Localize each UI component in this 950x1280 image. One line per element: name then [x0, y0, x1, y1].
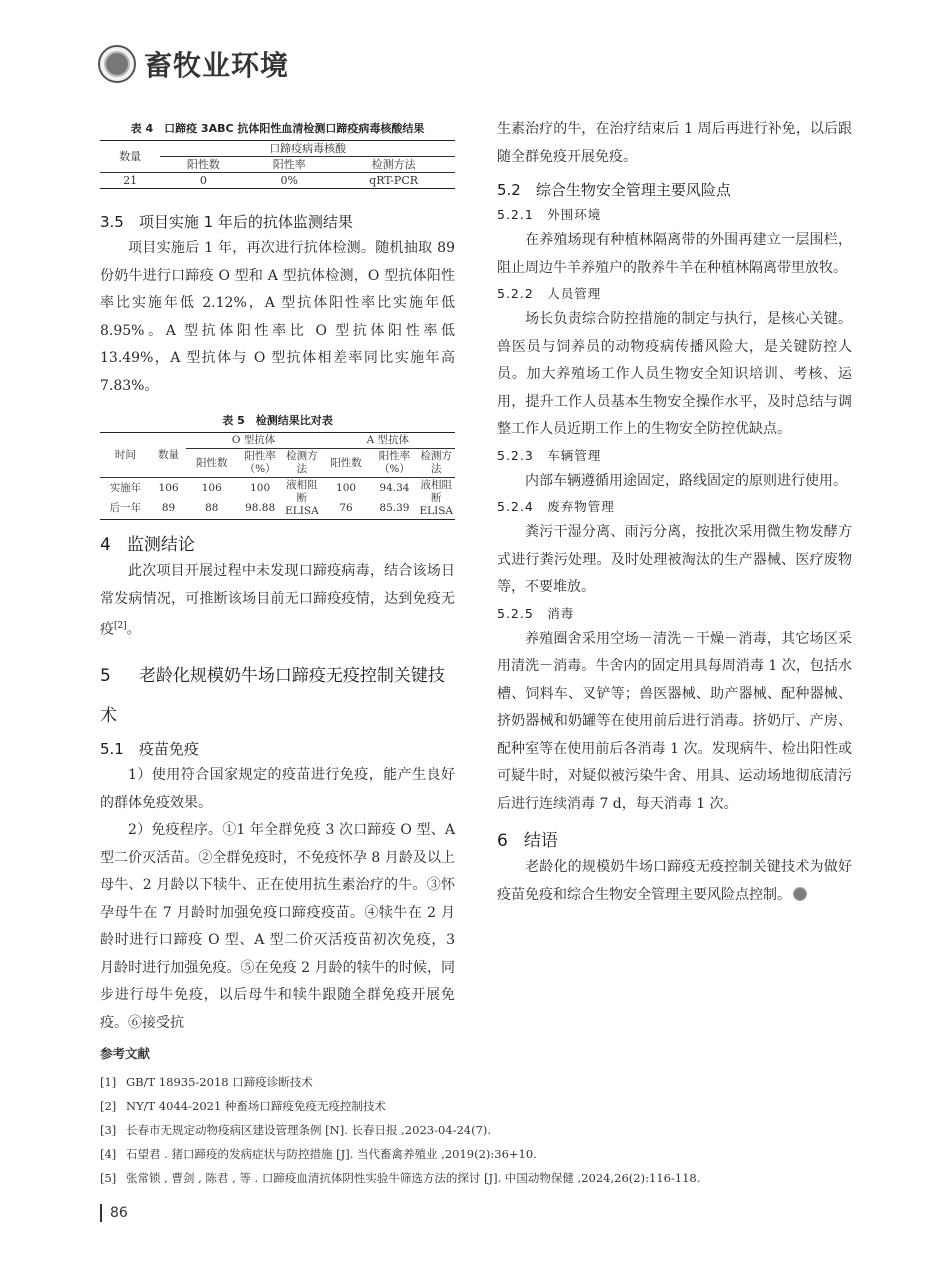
reference-number: [3] — [100, 1123, 117, 1137]
table5-cell-a-method: 液相阻断 ELISA — [419, 479, 453, 517]
section-5-2-3-heading: 5.2.3 车辆管理 — [497, 447, 602, 463]
table5 — [100, 432, 455, 520]
section-5-heading — [100, 656, 455, 736]
table4-cell-rate: 0% — [280, 174, 298, 187]
table5-cell-o-positive: 106 — [201, 481, 222, 494]
table4-col-rate: 阳性率 — [246, 157, 332, 173]
reference-text: 张常锁 , 曹剑 , 陈君 , 等 . 口蹄疫血清抗体阴性实验牛筛选方法的探讨 [J]. 中国动物保健 ,2024,26(2):116-118. — [126, 1171, 701, 1185]
reference-text: GB/T 18935-2018 口蹄疫诊断技术 — [126, 1075, 313, 1089]
table5-cell-a-positive: 76 — [339, 502, 353, 515]
section-5-2-2-heading: 5.2.2 人员管理 — [497, 286, 602, 301]
references — [100, 1044, 860, 1190]
table5-group-o: O 型抗体 — [186, 433, 320, 449]
table5-cell-o-method: 液相阻断 ELISA — [285, 479, 319, 517]
reference-text: 石望君 . 猪口蹄疫的发病症状与防控措施 [J]. 当代畜禽养殖业 ,2019(2):36+10. — [126, 1147, 537, 1161]
section-5-2-5-paragraph: 养殖圈舍采用空场－清洗－干燥－消毒，其它场区采用清洗－消毒。牛舍内的固定用具每周消毒 1 次，包括水槽、饲料车、叉铲等；兽医器械、助产器械、配种器械、挤奶器械和奶罐等在使用前后进行消毒。挤奶厅、产房、配种室等在使用前后各消毒 1 次。发现病牛、检出阳性或可疑牛时，对疑似被污染牛舍、用具、运动场地彻底清污后进行连续消毒 7 d，每天消毒 1 次。 — [497, 630, 852, 812]
section-5-1-heading: 5.1 疫苗免疫 — [100, 740, 199, 759]
continued-paragraph: 生素治疗的牛，在治疗结束后 1 周后再进行补免，以后跟随全群免疫开展免疫。 — [497, 121, 852, 165]
list-item — [100, 1142, 860, 1166]
section-5-2-heading: 5.2 综合生物安全管理主要风险点 — [497, 181, 731, 199]
section-5-2-4-paragraph: 粪污干湿分离、雨污分离，按批次采用微生物发酵方式进行粪污处理。及时处理被淘汰的生产器械、医疗废物等，不要堆放。 — [497, 524, 852, 595]
table4 — [100, 140, 455, 189]
table5-cell-a-rate: 85.39 — [379, 502, 410, 515]
page-number: 86 — [100, 1204, 128, 1222]
table5-col-time: 时间 — [100, 433, 151, 478]
table5-col-count: 数量 — [151, 433, 187, 478]
section-4-heading — [100, 532, 455, 558]
section-6-paragraph — [497, 854, 852, 909]
table5-cell-o-rate: 98.88 — [245, 502, 276, 515]
table5-cell-o-positive: 88 — [205, 502, 219, 515]
reference-text: 长春市无规定动物疫病区建设管理条例 [N]. 长春日报 ,2023-04-24(7). — [126, 1123, 492, 1137]
section-6-title: 结语 — [523, 831, 558, 851]
reference-text: NY/T 4044-2021 种畜场口蹄疫免疫无疫控制技术 — [126, 1099, 386, 1113]
table4-cell-positive: 0 — [199, 174, 207, 187]
table4-cell-method: qRT-PCR — [369, 174, 419, 187]
table5-o-method-header: 检测方法 — [283, 449, 321, 478]
section-5-1-paragraph-2: 2）免疫程序。①1 年全群免疫 3 次口蹄疫 O 型、A 型二价灭活苗。②全群免疫时，不免疫怀孕 8 月龄及以上母牛、2 月龄以下犊牛、正在使用抗生素治疗的牛。③怀孕母牛在 7 月龄时加强免疫口蹄疫疫苗。④犊牛在 2 月龄时进行口蹄疫 O 型、A 型二价灭活疫苗初次免疫，3 月龄时进行加强免疫。⑤在免疫 2 月龄的犊牛的时候，同步进行母牛免疫，以后母牛和犊牛跟随全群免疫开展免疫。⑥接受抗 — [100, 822, 455, 1031]
section-5-2-3-paragraph: 内部车辆遵循用途固定，路线固定的原则进行使用。 — [525, 472, 847, 489]
section-4-number: 4 — [100, 535, 111, 555]
table4-caption: 表 4 口蹄疫 3ABC 抗体阳性血清检测口蹄疫病毒核酸结果 — [130, 122, 425, 135]
table5-o-positive-header: 阳性数 — [186, 449, 237, 478]
section-5-title: 老龄化规模奶牛场口蹄疫无疫控制关键技术 — [100, 666, 445, 727]
section-6-number: 6 — [497, 831, 508, 851]
table5-o-rate-header: 阳性率（%） — [237, 449, 283, 478]
table4-cell-count: 21 — [123, 174, 138, 187]
table5-a-rate-header: 阳性率（%） — [371, 449, 417, 478]
citation-2: [2] — [114, 621, 127, 631]
section-5-number: 5 — [100, 666, 111, 687]
table5-cell-time: 实施年 — [109, 481, 142, 494]
table5-cell-o-rate: 100 — [250, 481, 271, 494]
section-6-heading — [497, 828, 852, 854]
list-item — [100, 1094, 860, 1118]
reference-number: [4] — [100, 1147, 117, 1161]
table4-col-count: 数量 — [100, 141, 160, 173]
section-4-end: 。 — [126, 621, 141, 638]
table5-a-method-header: 检测方法 — [417, 449, 455, 478]
section-5-2-4-heading: 5.2.4 废弃物管理 — [497, 499, 615, 514]
table-row — [100, 499, 455, 520]
list-item — [100, 1166, 860, 1190]
section-5-1-paragraph-1: 1）使用符合国家规定的疫苗进行免疫，能产生良好的群体免疫效果。 — [100, 767, 455, 811]
section-6-text: 老龄化的规模奶牛场口蹄疫无疫控制关键技术为做好疫苗免疫和综合生物安全管理主要风险点控制。 — [497, 859, 852, 903]
left-column — [100, 116, 455, 1037]
end-mark-icon — [793, 887, 807, 901]
section-3-5-paragraph: 项目实施后 1 年，再次进行抗体检测。随机抽取 89 份奶牛进行口蹄疫 O 型和 A 型抗体检测，O 型抗体阳性率比实施年低 2.12%，A 型抗体阳性率比实施年低 8.95%。A 型抗体阳性率比 O 型抗体阳性率低 13.49%，A 型抗体与 O 型抗体相差率同比实施年高 7.83%。 — [100, 240, 455, 394]
table5-caption: 表 5 检测结果比对表 — [222, 414, 333, 427]
table5-a-positive-header: 阳性数 — [321, 449, 372, 478]
journal-title: 畜牧业环境 — [144, 49, 290, 82]
table5-cell-count: 106 — [158, 481, 179, 494]
section-3-5-heading: 3.5 项目实施 1 年后的抗体监测结果 — [100, 213, 353, 231]
table5-cell-count: 89 — [161, 502, 176, 515]
section-4-title: 监测结论 — [126, 535, 195, 555]
section-5-2-1-heading: 5.2.1 外围环境 — [497, 207, 602, 222]
section-5-2-2-paragraph: 场长负责综合防控措施的制定与执行，是核心关键。兽医员与饲养员的动物疫病传播风险大，是关键防控人员。加大养殖场工作人员生物安全知识培训、考核、运用，提升工作人员基本生物安全操作水平，及时总结与调整工作人员近期工作上的生物安全防控优缺点。 — [497, 311, 852, 437]
table4-col-method: 检测方法 — [332, 157, 455, 173]
table-row — [100, 478, 455, 499]
right-column — [497, 116, 852, 909]
table-row — [100, 173, 455, 189]
section-4-text: 此次项目开展过程中未发现口蹄疫病毒，结合该场日常发病情况，可推断该场目前无口蹄疫疫情，达到免疫无疫 — [100, 563, 455, 638]
list-item — [100, 1118, 860, 1142]
section-4-paragraph — [100, 558, 455, 644]
table5-cell-a-positive: 100 — [336, 481, 357, 494]
journal-emblem-icon — [98, 45, 136, 83]
table4-col-positive: 阳性数 — [160, 157, 246, 173]
table4-group-header: 口蹄疫病毒核酸 — [160, 141, 455, 157]
reference-number: [5] — [100, 1171, 117, 1185]
references-title: 参考文献 — [100, 1046, 151, 1061]
section-5-2-5-heading: 5.2.5 消毒 — [497, 605, 575, 621]
reference-number: [2] — [100, 1099, 117, 1113]
reference-number: [1] — [100, 1075, 117, 1089]
list-item — [100, 1070, 860, 1094]
table5-cell-time: 后一年 — [109, 502, 142, 515]
table5-group-a: A 型抗体 — [321, 433, 455, 449]
section-5-2-1-paragraph: 在养殖场现有种植林隔离带的外围再建立一层围栏，阻止周边牛羊养殖户的散养牛羊在种植林隔离带里放牧。 — [497, 232, 852, 276]
table5-cell-a-rate: 94.34 — [379, 481, 410, 494]
journal-logo — [98, 44, 289, 84]
